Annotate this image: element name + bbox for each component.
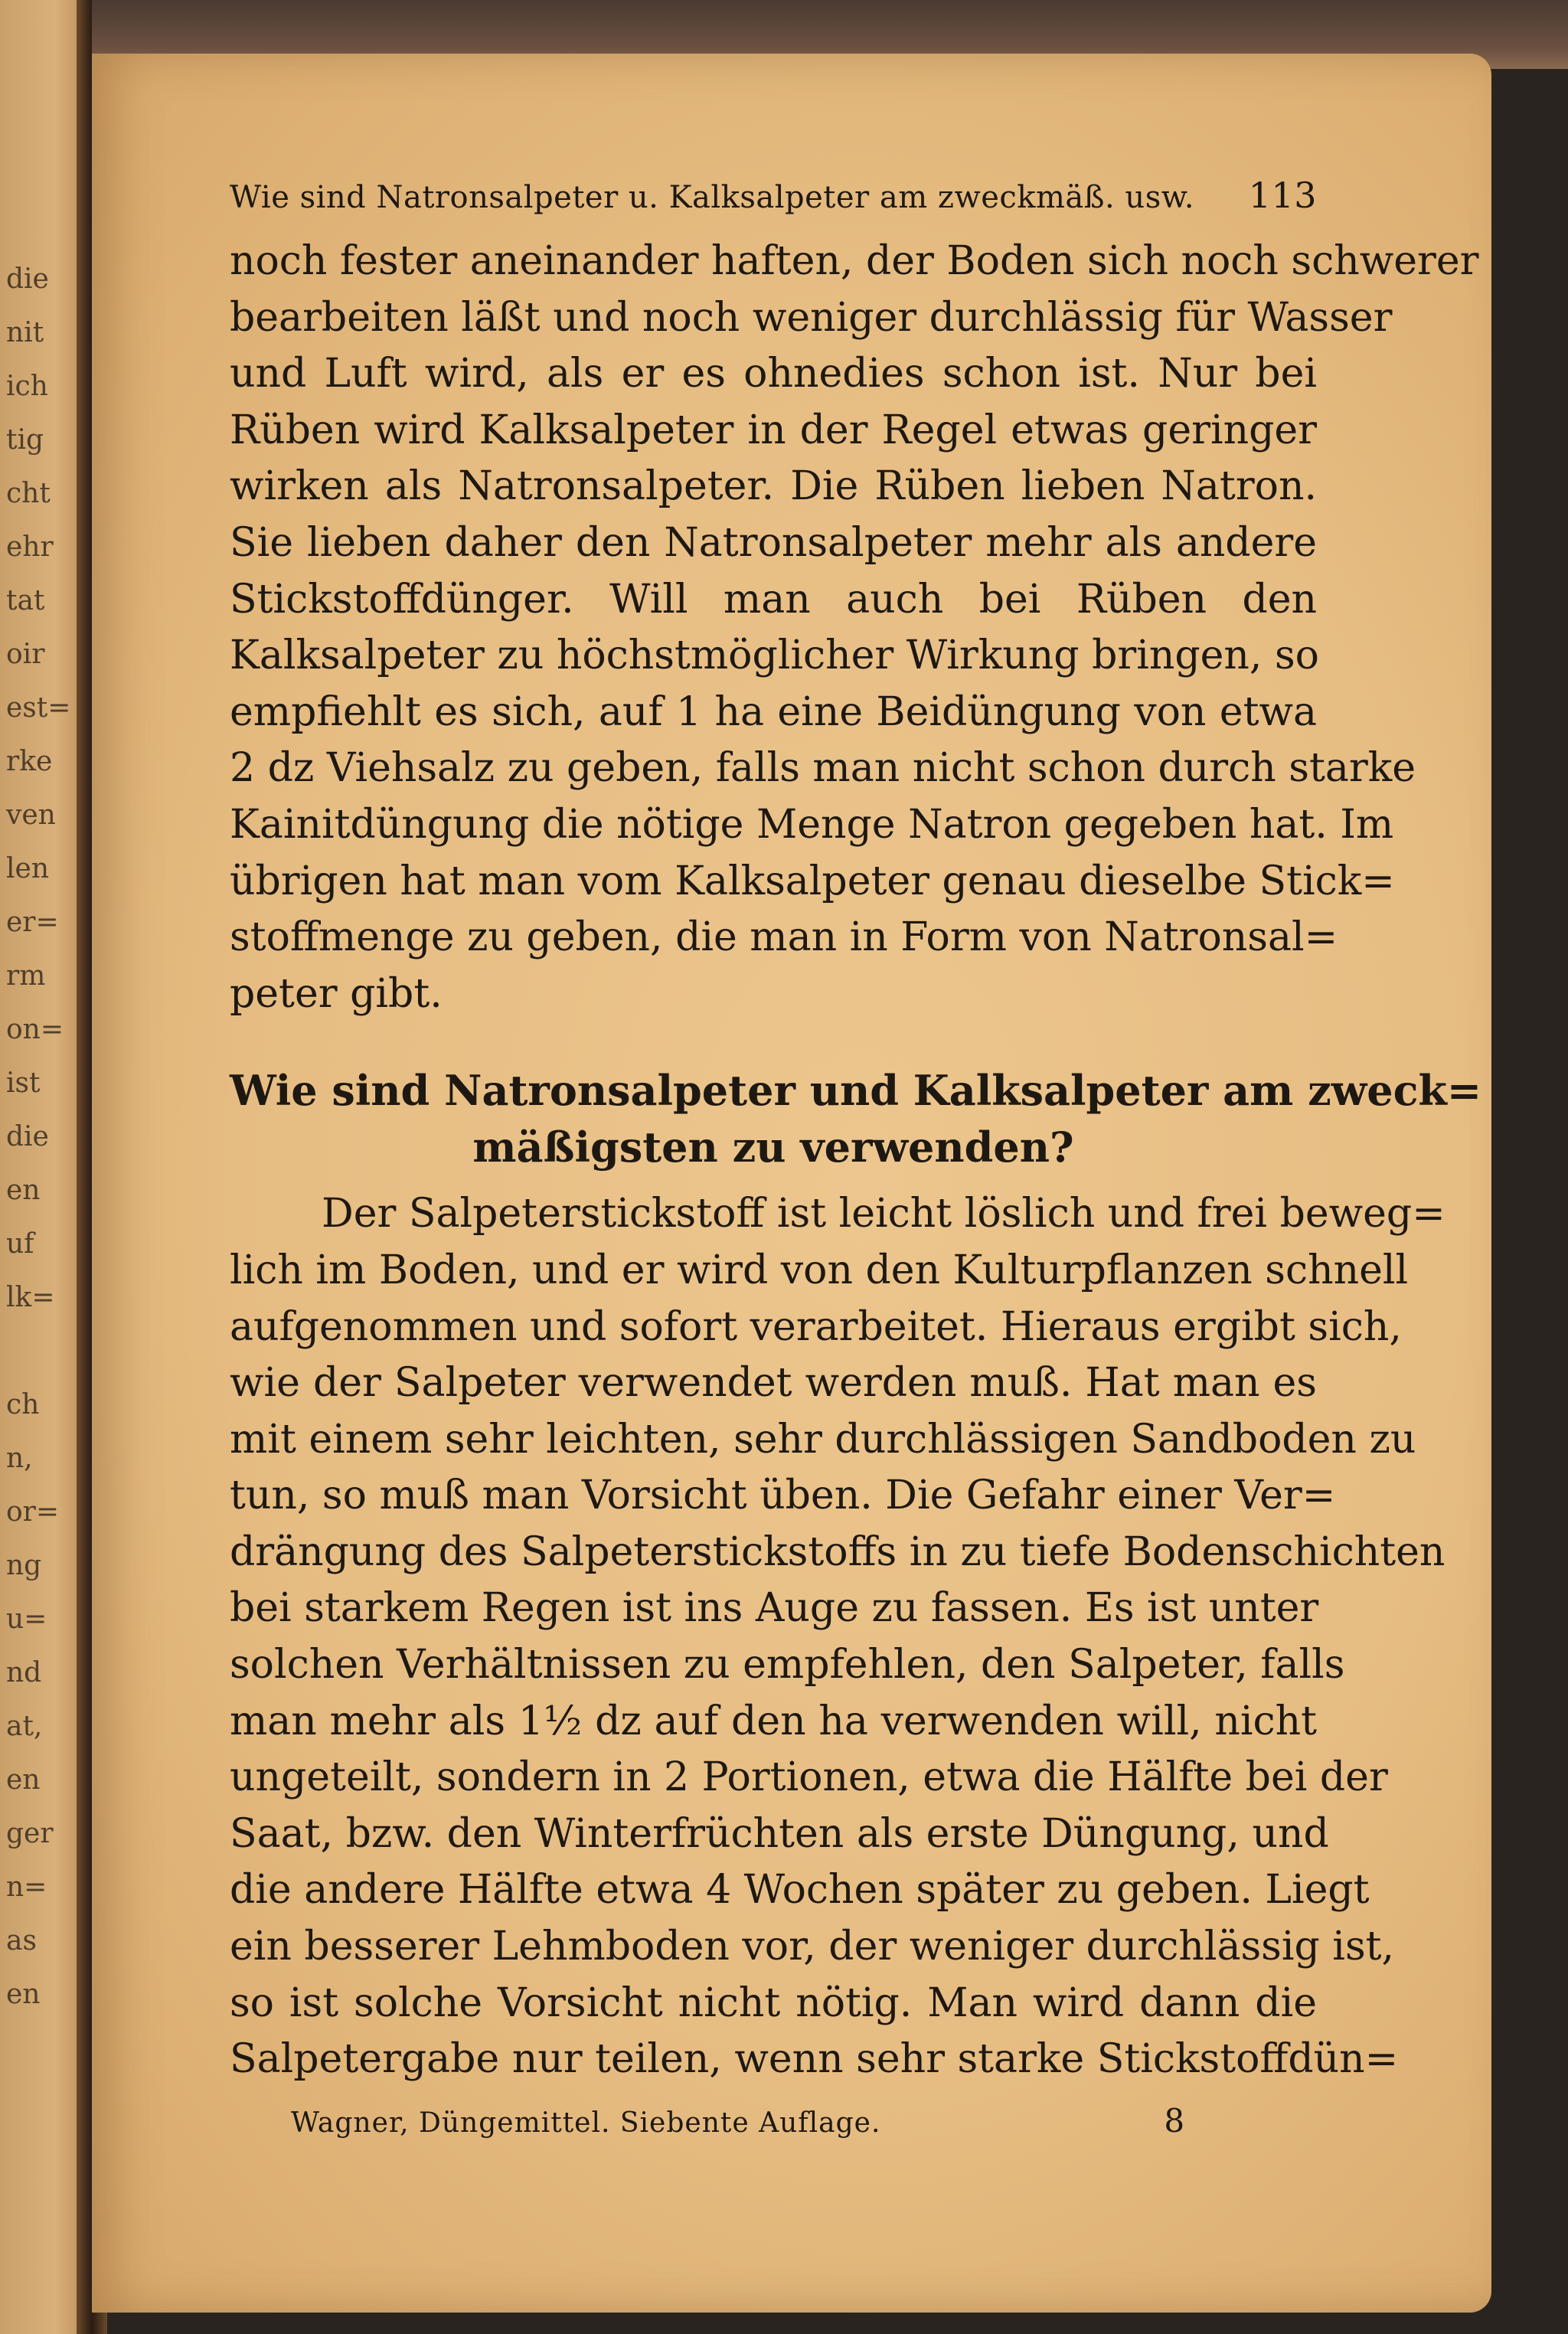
running-head-title: Wie sind Natronsalpeter u. Kalksalpeter am zweckmäß. usw. [230, 180, 1194, 215]
left-edge-fragment: rm [6, 960, 46, 992]
left-edge-fragment: est= [6, 692, 71, 724]
text-line: Sie lieben daher den Natronsalpeter mehr als andere [230, 519, 1317, 566]
left-edge-fragment: en [6, 1764, 41, 1796]
text-line: Salpetergabe nur teilen, wenn sehr starke Stickstoffdün= [230, 2036, 1399, 2083]
left-edge-fragment: oir [6, 639, 45, 670]
left-edge-fragment: len [6, 853, 50, 884]
text-line: noch fester aneinander haften, der Boden sich noch schwerer [230, 238, 1479, 284]
left-edge-fragment: nd [6, 1657, 42, 1688]
left-edge-fragment: die [6, 1121, 49, 1152]
text-line: Der Salpeterstickstoff ist leicht löslich und frei beweg= [322, 1191, 1446, 1237]
text-line: tun, so muß man Vorsicht üben. Die Gefahr einer Ver= [230, 1473, 1336, 1519]
left-edge-fragment [6, 1325, 75, 1378]
text-line: Saat, bzw. den Winterfrüchten als erste Düngung, und [230, 1810, 1329, 1857]
text-line: Kalksalpeter zu höchstmöglicher Wirkung bringen, so [230, 633, 1319, 679]
left-edge-fragment: er= [6, 907, 59, 938]
text-line: drängung des Salpeterstickstoffs in zu tiefe Bodenschichten [230, 1528, 1446, 1575]
text-line: man mehr als 1½ dz auf den ha verwenden will, nicht [230, 1698, 1317, 1744]
text-line: so ist solche Vorsicht nicht nötig. Man wird dann die [230, 1979, 1317, 2026]
text-line: solchen Verhältnissen zu empfehlen, den Salpeter, falls [230, 1642, 1345, 1688]
left-edge-fragment: ch [6, 1389, 40, 1420]
left-edge-fragment: n= [6, 1871, 47, 1903]
text-line: wie der Salpeter verwendet werden muß. Hat man es [230, 1360, 1317, 1407]
left-edge-fragment: ich [6, 371, 48, 402]
text-line: wirken als Natronsalpeter. Die Rüben lieben Natron. [230, 463, 1317, 510]
footer-imprint: Wagner, Düngemittel. Siebente Auflage. [291, 2107, 881, 2139]
left-edge-fragment: lk= [6, 1282, 55, 1313]
section-heading-line-1: Wie sind Natronsalpeter und Kalksalpeter am zweck= [230, 1066, 1482, 1116]
left-edge-fragment: cht [6, 478, 51, 509]
left-edge-fragment: tig [6, 424, 44, 456]
page-text [230, 172, 1482, 2143]
left-edge-fragment: rke [6, 746, 53, 777]
left-edge-fragment: ven [6, 799, 56, 831]
left-edge-fragment: on= [6, 1014, 64, 1045]
paragraph-2 [230, 1186, 1446, 2088]
left-edge-fragment: ehr [6, 531, 54, 563]
left-edge-fragment: nit [6, 317, 44, 348]
text-line: ein besserer Lehmboden vor, der weniger durchlässig ist, [230, 1924, 1395, 1970]
text-line: Rüben wird Kalksalpeter in der Regel etwas geringer [230, 407, 1317, 453]
text-line: 2 dz Viehsalz zu geben, falls man nicht schon durch starke [230, 745, 1416, 792]
text-line: empfiehlt es sich, auf 1 ha eine Beidüngung von etwa [230, 688, 1317, 735]
page-number: 113 [1248, 175, 1317, 216]
section-heading-line-2: mäßigsten zu verwenden? [472, 1123, 1074, 1172]
left-edge-fragment: or= [6, 1496, 60, 1528]
text-line: lich im Boden, und er wird von den Kulturpflanzen schnell [230, 1247, 1409, 1293]
text-line: Stickstoffdünger. Will man auch bei Rüben den [230, 576, 1317, 623]
left-edge-fragment: at, [6, 1711, 43, 1742]
text-line: und Luft wird, als er es ohnedies schon ist. Nur bei [230, 351, 1317, 397]
left-page-text-fragments [6, 253, 75, 2022]
running-head [230, 172, 1317, 234]
left-edge-fragment: en [6, 1979, 41, 2010]
left-edge-fragment: ger [6, 1818, 54, 1849]
text-line: stoffmenge zu geben, die man in Form von Natronsal= [230, 914, 1338, 961]
left-edge-fragment: u= [6, 1603, 47, 1635]
left-edge-fragment: uf [6, 1228, 34, 1260]
text-line: bearbeiten läßt und noch weniger durchlässig für Wasser [230, 294, 1393, 341]
left-edge-fragment: tat [6, 585, 45, 616]
text-line: peter gibt. [230, 970, 443, 1017]
page-footer [230, 2102, 1317, 2143]
text-line: aufgenommen und sofort verarbeitet. Hieraus ergibt sich, [230, 1303, 1402, 1350]
text-line: die andere Hälfte etwa 4 Wochen später zu geben. Liegt [230, 1867, 1370, 1914]
left-edge-fragment: n, [6, 1443, 33, 1474]
left-edge-fragment: as [6, 1925, 37, 1956]
paragraph-1 [230, 234, 1479, 1022]
signature-mark: 8 [1164, 2101, 1186, 2140]
left-edge-fragment: ist [6, 1067, 41, 1099]
left-edge-fragment: ng [6, 1550, 42, 1581]
text-line: bei starkem Regen ist ins Auge zu fassen. Es ist unter [230, 1585, 1319, 1632]
text-line: übrigen hat man vom Kalksalpeter genau dieselbe Stick= [230, 858, 1395, 904]
text-line: ungeteilt, sondern in 2 Portionen, etwa die Hälfte bei der [230, 1754, 1388, 1801]
text-line: mit einem sehr leichten, sehr durchlässigen Sandboden zu [230, 1416, 1416, 1463]
section-heading [230, 1062, 1482, 1175]
left-edge-fragment: die [6, 263, 49, 295]
text-line: Kainitdüngung die nötige Menge Natron gegeben hat. Im [230, 801, 1394, 848]
left-edge-fragment: en [6, 1175, 41, 1206]
